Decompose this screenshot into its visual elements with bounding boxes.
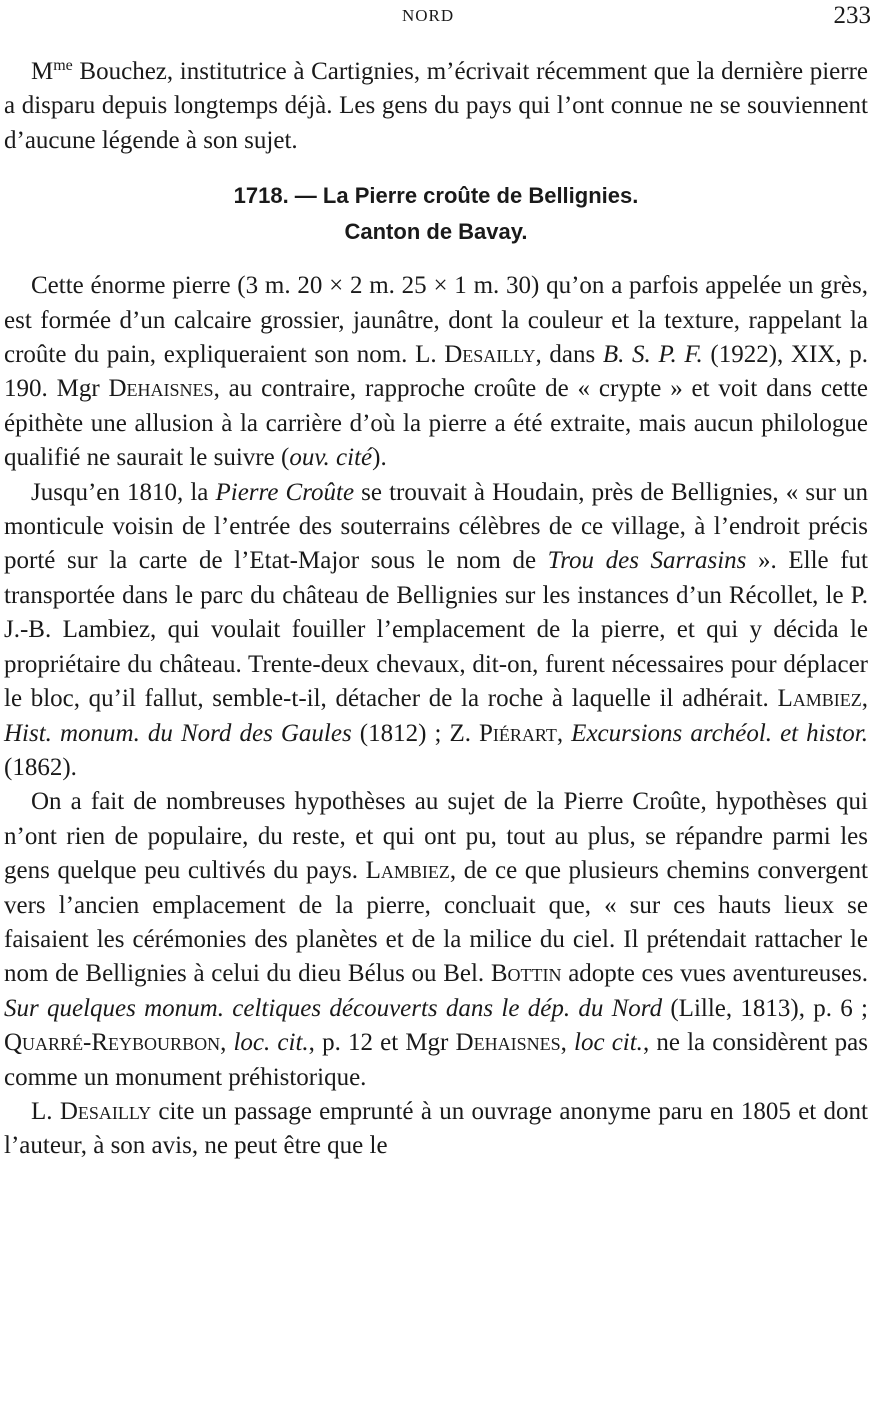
citation-title: Sur quelques monum. celtiques découverts dans le dép. du Nord [4,994,663,1022]
author-name: Piérart [479,719,557,747]
section-subtitle: Canton de Bavay. [344,219,528,245]
paragraph-bouchez [4,49,868,158]
text-run: (1862). [4,753,77,781]
page-body [4,49,868,1164]
citation-title: Excursions archéol. et histor. [571,719,868,747]
paragraph-hypotheses [4,785,868,1095]
text-run: , de ce que plusieurs chemins convergent vers l’ancien emplacement de la pierre, concluait que, « sur ces hauts lieux se faisaient les cérémonies des planètes et de la milice du ciel. Il prétendait rattacher le nom de Bellignies à celui du dieu Bélus ou Bel. [4,857,868,988]
author-name: Dehaisnes [108,375,214,403]
text-run: , au contraire, rapproche croûte de « crypte » et voit dans cette épithète une allusion à la carrière d’où la pierre a été extraite, mais aucun philologue qualifié ne saurait le suivre ( [4,375,869,472]
text-run: cite un passage emprunté à un ouvrage anonyme paru en 1805 et dont l’auteur, à son avis, ne peut être que le [4,1097,868,1160]
author-name: Desailly [59,1097,152,1125]
text-run: Cette énorme pierre (3 m. 20 × 2 m. 25 × 1 m. 30) qu’on a parfois appelée un grès, est formée d’un calcaire grossier, jaunâtre, dont la couleur et la texture, rappelant la croûte du pain, expliqueraient son nom. L. [4,272,868,369]
citation-title: loc. cit. [233,1029,309,1057]
page-header [0,2,873,28]
text-run: , [220,1029,234,1057]
text-run: se trouvait à Houdain, près de Bellignies, « sur un monticule voisin de l’entrée des souterrains célèbres de ce village, à l’endroit précis porté sur la carte de l’Etat-Major sous le nom de [4,478,868,575]
author-name: Bottin [490,960,562,988]
paragraph-text: Bouchez, institutrice à Cartignies, m’écrivait récemment que la dernière pierre a disparu depuis longtemps déjà. Les gens du pays qui l’ont connue ne se souviennent d’aucune légende à son sujet. [4,58,868,154]
page-number: 233 [833,2,871,29]
text-run: On a fait de nombreuses hypothèses au sujet de la Pierre Croûte, hypothèses qui n’ont rien de populaire, du reste, et qui ont pu, tout au plus, se répandre parmi les gens quelque peu cultivés du pays. [4,788,868,885]
mme-abbrev: M [31,58,54,85]
text-run: ». Elle fut transportée dans le parc du château de Bellignies sur les instances d’un Récollet, le P. J.-B. Lambiez, qui voulait fouiller l’emplacement de la pierre, et qui y décida le propriétaire du château. Trente-deux chevaux, dit-on, furent nécessaires pour déplacer le bloc, qu’il fallut, semble-t-il, détacher de la roche à laquelle il adhérait. [4,547,869,713]
text-run: , p. 12 et Mgr [308,1029,456,1057]
citation-title: loc cit. [574,1029,643,1057]
paragraph-history [4,476,868,786]
text-run: , [560,1029,574,1057]
author-name: Dehaisnes [455,1029,561,1057]
text-run: (1922), XIX, p. 190. Mgr [4,341,869,403]
text-run: Jusqu’en 1810, la [31,478,216,506]
paragraph-description [4,269,868,475]
text-run: , ne la considèrent pas comme un monument préhistorique. [4,1029,868,1091]
running-head: NORD [402,6,455,25]
author-name: Lambiez [365,857,450,885]
emphasis: Pierre Croûte [215,478,355,506]
citation-title: B. S. P. F. [602,341,703,369]
text-run: L. [31,1097,60,1125]
citation-title: Hist. monum. du Nord des Gaules [4,719,352,747]
text-run: (Lille, 1813), p. 6 ; [662,994,868,1022]
text-run: , [556,719,572,747]
author-name: Lambiez [777,685,862,713]
text-run: , dans [535,341,603,369]
text-run: ). [372,444,387,472]
author-name: Desailly [444,341,536,369]
paragraph-desailly [4,1095,868,1164]
citation-title: ouv. cité [289,444,373,472]
author-name: Quarré-Reybourbon [4,1029,221,1057]
text-run: , [861,685,868,713]
section-title: 1718. — La Pierre croûte de Bellignies. [233,183,639,209]
mme-superscript: me [53,57,73,74]
text-run: adopte ces vues aventureuses. [561,960,868,988]
text-run: (1812) ; Z. [351,719,480,747]
section-heading [4,178,868,250]
emphasis: Trou des Sarrasins [547,547,747,575]
